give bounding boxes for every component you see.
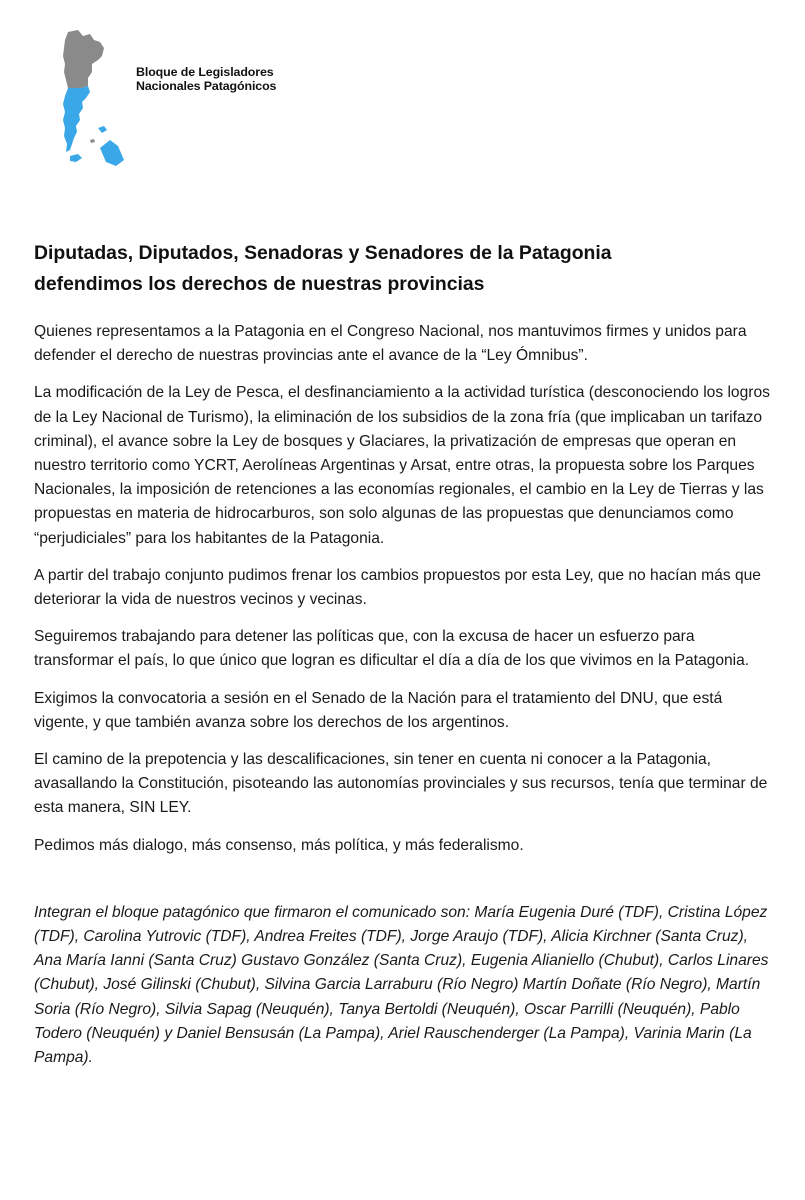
logo-line-2: Nacionales Patagónicos (136, 79, 277, 93)
paragraph-continue: Seguiremos trabajando para detener las políticas que, con la excusa de hacer un esfuerzo para transformar el país, lo que único que logran es dificultar el día a día de los que vivimos en la Patagonia. (34, 628, 750, 670)
map-tierra-del-fuego (70, 154, 82, 162)
paragraph-prepotencia: El camino de la prepotencia y las descalificaciones, sin tener en cuenta ni conocer a la Patagonia, avasallando la Constitución, pisoteando las autonomías provinciales y sus recursos, tenía que terminar de esta manera, SIN LEY. (34, 751, 768, 817)
paragraph-intro: Quienes representamos a la Patagonia en el Congreso Nacional, nos mantuvimos firmes y unidos para defender el derecho de nuestras provincias ante el avance de la “Ley Ómnibus”. (34, 323, 747, 365)
logo (52, 28, 292, 170)
map-islands (98, 126, 107, 133)
paragraph-closing: Pedimos más dialogo, más consenso, más política, y más federalismo. (34, 836, 524, 854)
title-line-2: defendimos los derechos de nuestras provincias (34, 273, 485, 295)
argentina-map-icon (52, 28, 130, 170)
map-patagonia-region (63, 86, 90, 152)
map-small-islands (90, 139, 95, 143)
signers-list: Integran el bloque patagónico que firmaron el comunicado son: María Eugenia Duré (TDF), Cristina López (TDF), Carolina Yutrovic (TDF), Andrea Freites (TDF), Jorge Araujo (TDF), Alicia Kirchner (Santa Cruz), Ana María Ianni (Santa Cruz) Gustavo González (Santa Cruz), Eugenia Alianiello (Chubut), Carlos Linares (Chubut), José Gilinski (Chubut), Silvina Garcia Larraburu (Río Negro) Martín Doñate (Río Negro), Martín Soria (Río Negro), Silvia Sapag (Neuquén), Tanya Bertoldi (Neuquén), Oscar Parrilli (Neuquén), Pablo Todero (Neuquén) y Daniel Bensusán (La Pampa), Ariel Rauschenderger (La Pampa), Varinia Marin (La Pampa). (34, 903, 769, 1067)
page-title (34, 238, 774, 300)
document-body (34, 238, 774, 1083)
paragraph-reforms: La modificación de la Ley de Pesca, el desfinanciamiento a la actividad turística (desconociendo los logros de la Ley Nacional de Turismo), la eliminación de los subsidios de la zona fría (que implicaban un tarifazo criminal), el avance sobre la Ley de bosques y Glaciares, la privatización de empresas que operan en nuestro territorio como YCRT, Aerolíneas Argentinas y Arsat, entre otras, la propuesta sobre los Parques Nacionales, la imposición de retenciones a las economías regionales, el cambio en la Ley de Tierras y las propuestas en materia de hidrocarburos, son solo algunas de las propuestas que denunciamos como “perjudiciales” para los habitantes de la Patagonia. (34, 384, 770, 547)
map-north-region (63, 30, 104, 88)
logo-text (136, 65, 276, 94)
paragraph-joint-work: A partir del trabajo conjunto pudimos frenar los cambios propuestos por esta Ley, que no hacían más que deteriorar la vida de nuestros vecinos y vecinas. (34, 566, 761, 609)
map-south-islands (100, 140, 124, 166)
logo-line-1: Bloque de Legisladores (136, 64, 274, 79)
title-line-1: Diputadas, Diputados, Senadoras y Senadores de la Patagonia (34, 242, 612, 264)
paragraph-dnu: Exigimos la convocatoria a sesión en el Senado de la Nación para el tratamiento del DNU, que está vigente, y que también avanza sobre los derechos de los argentinos. (34, 689, 723, 731)
